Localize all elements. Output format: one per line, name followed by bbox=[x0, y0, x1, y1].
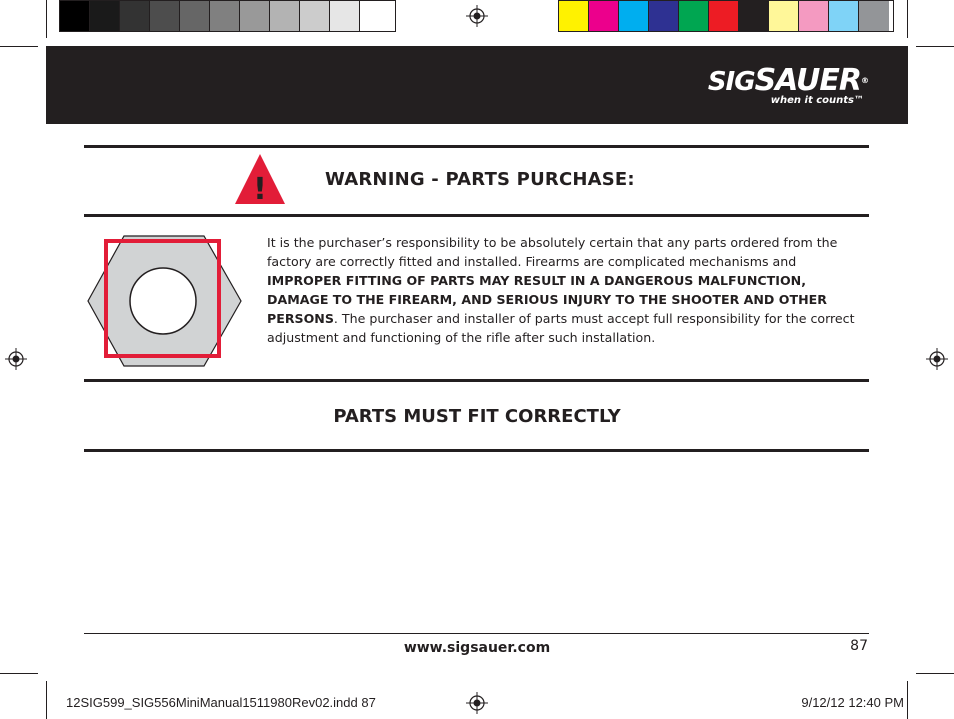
grayscale-color-bar bbox=[59, 0, 396, 32]
color-swatch bbox=[559, 1, 589, 31]
color-swatch bbox=[769, 1, 799, 31]
registration-mark-icon bbox=[466, 5, 488, 27]
color-swatch bbox=[150, 1, 180, 31]
color-swatch bbox=[270, 1, 300, 31]
crop-mark bbox=[916, 46, 954, 47]
color-swatch bbox=[589, 1, 619, 31]
crop-mark bbox=[0, 46, 38, 47]
page-number: 87 bbox=[850, 638, 868, 654]
color-swatch bbox=[90, 1, 120, 31]
divider-rule bbox=[84, 214, 869, 217]
divider-rule bbox=[84, 449, 869, 452]
color-swatch bbox=[709, 1, 739, 31]
warning-triangle-icon bbox=[233, 152, 287, 206]
color-swatch bbox=[619, 1, 649, 31]
print-slug-date-time: 9/12/12 12:40 PM bbox=[801, 695, 904, 710]
logo-sauer-text: SAUER bbox=[754, 63, 861, 98]
color-swatch bbox=[300, 1, 330, 31]
warning-text-part-2: . The purchaser and installer of parts must accept full responsibility for the correct adjustment and functioning of the rifle after such installation. bbox=[267, 311, 855, 345]
crop-mark bbox=[907, 0, 908, 38]
color-swatch bbox=[180, 1, 210, 31]
divider-rule bbox=[84, 379, 869, 382]
warning-text-part-1: It is the purchaser’s responsibility to be absolutely certain that any parts ordered from the factory are correctly fitted and installed. Firearms are complicated mechanisms and bbox=[267, 235, 838, 269]
color-swatch bbox=[60, 1, 90, 31]
footer-rule bbox=[84, 633, 869, 634]
logo-tagline: when it counts™ bbox=[770, 95, 864, 106]
crop-mark bbox=[916, 673, 954, 674]
warning-title: WARNING - PARTS PURCHASE: bbox=[325, 169, 635, 190]
crop-mark bbox=[907, 681, 908, 719]
section-title: PARTS MUST FIT CORRECTLY bbox=[333, 406, 621, 427]
crop-mark bbox=[0, 673, 38, 674]
color-swatch bbox=[330, 1, 360, 31]
process-color-bar bbox=[558, 0, 894, 32]
sig-sauer-logo bbox=[707, 63, 868, 106]
warning-text-emphasis: IMPROPER FITTING OF PARTS MAY RESULT IN A DANGEROUS MALFUNCTION, DAMAGE TO THE FIREARM, AND SERIOUS INJURY TO THE SHOOTER AND OTHER PERSONS bbox=[267, 273, 827, 326]
color-swatch bbox=[360, 1, 390, 31]
logo-sig-text: SIG bbox=[707, 67, 755, 97]
warning-body-text bbox=[267, 233, 871, 347]
divider-rule bbox=[84, 145, 869, 148]
hex-nut-illustration-icon bbox=[86, 234, 242, 368]
color-swatch bbox=[649, 1, 679, 31]
registration-mark-icon bbox=[5, 348, 27, 370]
color-swatch bbox=[799, 1, 829, 31]
registration-mark-icon bbox=[926, 348, 948, 370]
color-swatch bbox=[120, 1, 150, 31]
warning-exclamation: ! bbox=[253, 172, 267, 206]
registered-mark: ® bbox=[861, 76, 868, 85]
crop-mark bbox=[46, 681, 47, 719]
crop-mark bbox=[46, 0, 47, 38]
color-swatch bbox=[829, 1, 859, 31]
registration-mark-icon bbox=[466, 692, 488, 714]
color-swatch bbox=[210, 1, 240, 31]
color-swatch bbox=[679, 1, 709, 31]
print-slug-file-info: 12SIG599_SIG556MiniManual1511980Rev02.indd 87 bbox=[66, 695, 376, 710]
color-swatch bbox=[739, 1, 769, 31]
page-header-band bbox=[46, 46, 908, 124]
website-link[interactable]: www.sigsauer.com bbox=[403, 640, 551, 656]
color-swatch bbox=[240, 1, 270, 31]
color-swatch bbox=[859, 1, 889, 31]
